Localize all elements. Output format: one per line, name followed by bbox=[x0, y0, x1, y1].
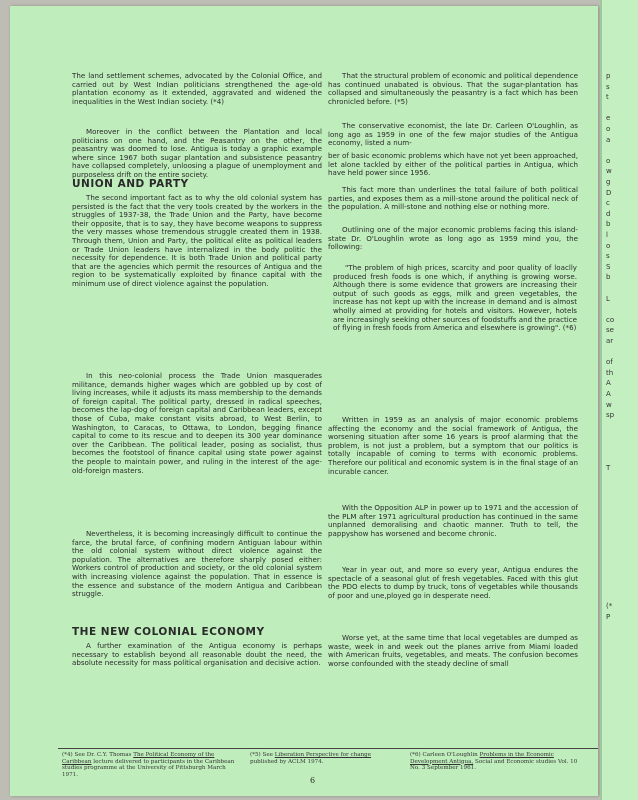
left-paragraph-3: The second important fact as to why the old colonial system has persisted is the fact that the very tools created by the workers in the struggles of 1937-38, the Trade Union and the Party, have become their opposite, that is to say, they have become weapons to suppress the very masses whose tremendous struggle created them in 1938. Through them, Union and Party, the political elite as political leaders or Trade Union leaders have internalized in the body politic the necessity for dependence. It is both Trade Union and political party that are the agencies which permit the resources of Antigua and the region to be systematically exploited by finance capital with the minimum use of direct violence against the population. bbox=[72, 193, 322, 288]
footnote-5-suffix: published by ACLM 1974. bbox=[250, 758, 324, 765]
next-page-fragment: ar bbox=[606, 337, 614, 345]
footnote-6-prefix: (*6) Carleen O'Loughlin bbox=[410, 752, 480, 758]
right-paragraph-4: This fact more than underlines the total failure of both political parties, and exposes them as a mill-stone around the political neck of the population. A mill-stone and nothing else or nothing more. bbox=[328, 185, 578, 212]
section-heading-new-colonial-economy: THE NEW COLONIAL ECONOMY bbox=[72, 626, 265, 638]
next-page-fragment: th bbox=[606, 368, 614, 377]
next-page-fragment: e bbox=[606, 114, 611, 123]
next-page-fragment: c bbox=[606, 199, 610, 208]
section-heading-union-and-party: UNION AND PARTY bbox=[72, 178, 189, 190]
next-page-fragment: l bbox=[606, 231, 608, 239]
next-page-fragment: b bbox=[606, 273, 611, 282]
next-page-edge bbox=[600, 0, 638, 800]
next-page-fragment: sp bbox=[606, 411, 615, 420]
right-paragraph-9: Worse yet, at the same time that local vegetables are dumped as waste, week in and week out the planes arrive from Miami loaded with American fruits, vegetables, and meats. The confusion becomes worse confounded with the steady decline of small bbox=[328, 633, 578, 668]
left-paragraph-1: The land settlement schemes, advocated by the Colonial Office, and carried out by West Indian politicians strengthened the age-old plantation economy as it extended, aggravated and widened the inequalities in the West Indian society. (*4) bbox=[72, 71, 322, 106]
left-paragraph-2: Moreover in the conflict between the Plantation and local politicians on one hand, and the Peasantry on the other, the peasantry was doomed to lose. Antigua is today a graphic example where since 1967 both sugar plantation and subsistence peasantry have collapsed completely, unloosing a plague of unemployment and purposeless drift on the entire society. bbox=[72, 127, 322, 179]
footnote-6 bbox=[410, 752, 578, 772]
next-page-fragment: w bbox=[606, 167, 612, 176]
next-page-fragment: of bbox=[606, 358, 613, 367]
footnote-4-prefix: (*4) See Dr. C.Y. Thomas bbox=[62, 752, 134, 758]
next-page-fragment: (* bbox=[606, 602, 613, 610]
next-page-fragment: co bbox=[606, 315, 615, 324]
next-page-fragment: a bbox=[606, 135, 611, 144]
footnote-rule bbox=[58, 748, 598, 749]
footnote-4-title: The Political Economy of the Caribbean bbox=[62, 752, 215, 765]
next-page-fragment: b bbox=[606, 220, 611, 229]
next-page-fragment: g bbox=[606, 178, 611, 186]
next-page-fragment: L bbox=[606, 294, 610, 303]
left-paragraph-5: Nevertheless, it is becoming increasingly difficult to continue the farce, the brutal farce, of confining modern Antiguan labour within the old colonial system without direct violence against the population. The alternatives are therefore sharply posed either: Workers control of production and society, or the old colonial system with increasing violence against the population. That in essence is the essence and substance of the modern Antigua and Caribbean struggle. bbox=[72, 529, 322, 599]
left-paragraph-6: A further examination of the Antigua economy is perhaps necessary to establish beyond all reasonable doubt the need, the absolute necessity for mass political organisation and decisive action. bbox=[72, 641, 322, 668]
next-page-fragment: A bbox=[606, 390, 611, 398]
next-page-fragment: S bbox=[606, 262, 611, 271]
next-page-fragment: o bbox=[606, 156, 611, 165]
right-paragraph-6: Written in 1959 as an analysis of major economic problems affecting the economy and the social framework of Antigua, the worsening situation after some 16 years is proof alarming that the problem, is not just a problem, but a symptom that our politics is totally incapable of coming to terms with economic problems. Therefore our political and economic system is in the final stage of an incurable cancer. bbox=[328, 415, 578, 476]
right-paragraph-7: With the Opposition ALP in power up to 1971 and the accession of the PLM after 1971 agricultural production has continued in the same unplanned demoralising and chaotic manner. Truth to tell, the pappyshow has worsened and become chronic. bbox=[328, 503, 578, 538]
next-page-fragment: w bbox=[606, 400, 612, 409]
footnote-6-suffix: Social and Economic studies Vol. 10 No. 3 September 1961. bbox=[410, 758, 578, 772]
next-page-fragment: t bbox=[606, 93, 609, 102]
footnote-5-prefix: (*5) See bbox=[250, 752, 275, 758]
next-page-fragment: o bbox=[606, 125, 611, 133]
page-number: 6 bbox=[310, 776, 316, 785]
next-page-fragment: d bbox=[606, 209, 611, 218]
next-page-fragment: p bbox=[606, 72, 611, 80]
footnote-5 bbox=[250, 752, 400, 765]
footnote-4 bbox=[62, 752, 240, 778]
footnote-6-title: Problems in the Economic Development Antigua, bbox=[410, 752, 554, 765]
footnote-4-suffix: lecture delivered to participants in the Caribbean studies programme at the University of Pittsburgh March 1971. bbox=[62, 758, 235, 778]
footnote-5-title: Liberation Perspective for change bbox=[274, 752, 372, 758]
next-page-fragment: T bbox=[606, 464, 611, 473]
left-paragraph-4: In this neo-colonial process the Trade Union masquerades militance, demands higher wages which are gobbled up by cost of living increases, while it adjusts its mass membership to the demands of foreign capital. The political party, dressed in radical speeches, becomes the lap-dog of foreign capital and Caribbean leaders, except those of Cuba, make constant visits abroad, to West Berlin, to Washington, to Caracas, to Ottawa, to London, begging finance capital to come to its rescue and to deepen its 300 year dominance over the Caribbean. The political leader, posing as socialist, thus becomes the footstool of finance capital using state power against the people to maintain power, and ruling in the interest of the age-old-foreign masters. bbox=[72, 371, 322, 475]
next-page-fragment: P bbox=[606, 612, 611, 621]
right-paragraph-5: Outlining one of the major economic problems facing this island-state Dr. O'Loughlin wrote as long ago as 1959 mind you, the following: bbox=[328, 225, 578, 252]
next-page-fragment: se bbox=[606, 326, 614, 335]
right-paragraph-1: That the structural problem of economic and political dependence has continued unabated is obvious. That the sugar-plantation has collapsed and simultaneously the peasantry is a fact which has been chronicled before. (*5) bbox=[328, 71, 578, 106]
next-page-fragment: o bbox=[606, 241, 611, 250]
block-quote: "The problem of high prices, scarcity and poor quality of loaclly produced fresh foods is one which, if anything is growing worse. Although there is some evidence that growers are increasing their output of such goods as eggs, milk and green vegetables, the increase has not kept up with the increase in demand and is almost wholly aimed at providing for hotels and visitors. However, hotels are increasingly seeking other sources of foodstuffs and the practice of flying in fresh foods from America and elsewhere is growing". (*6) bbox=[333, 263, 577, 333]
right-paragraph-2: The conservative economist, the late Dr. Carleen O'Loughlin, as long ago as 1959 in one of the few major studies of the Antigua economy, listed a num- bbox=[328, 121, 578, 148]
next-page-fragment: s bbox=[606, 82, 610, 91]
right-paragraph-8: Year in year out, and more so every year, Antigua endures the spectacle of a seasonal glut of fresh vegetables. Faced with this glut the PDO elects to dump by truck, tons of vegetables while thousands of poor and une,ployed go in desperate need. bbox=[328, 565, 578, 600]
next-page-fragment: D bbox=[606, 188, 612, 197]
next-page-fragment: s bbox=[606, 252, 610, 261]
next-page-fragment: A bbox=[606, 379, 611, 388]
right-paragraph-3: ber of basic economic problems which have not yet been approached, let alone tackled by either of the political parties in Antigua, which have held power since 1956. bbox=[328, 151, 578, 178]
